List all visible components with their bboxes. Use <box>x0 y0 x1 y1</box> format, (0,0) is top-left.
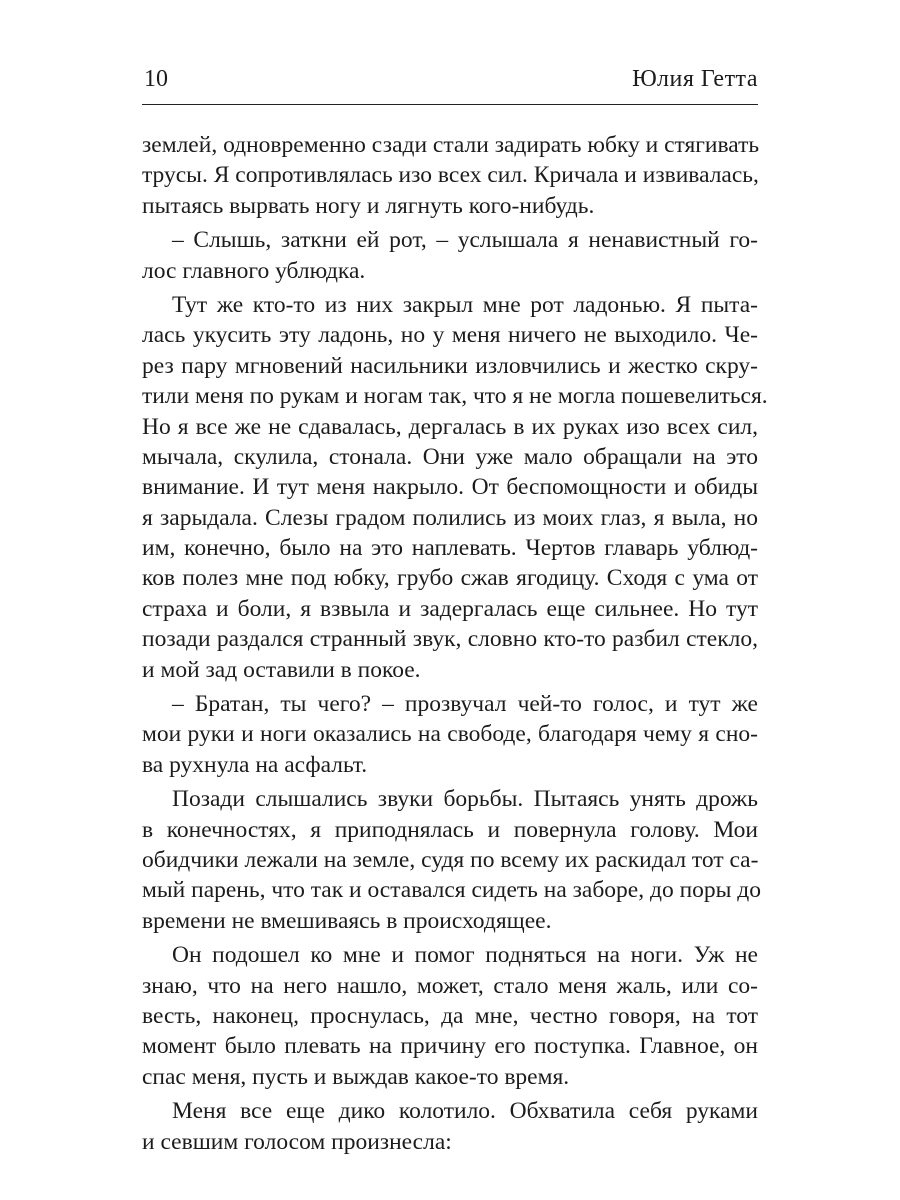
text-line: в конечностях, я приподнялась и повернула голову. Мои <box>142 816 758 843</box>
text-line: страха и боли, я взвыла и задергалась еще сильнее. Но тут <box>142 595 758 622</box>
text-line: им, конечно, было на это наплевать. Чертов главарь ублюд- <box>142 535 758 562</box>
text-line: знаю, что на него нашло, может, стало меня жаль, или со- <box>142 972 758 999</box>
text-line: ва рухнула на асфальт. <box>142 751 368 778</box>
text-line: и севшим голосом произнесла: <box>142 1128 452 1155</box>
header-divider <box>142 104 758 105</box>
text-line: я зарыдала. Слезы градом полились из моих глаз, я выла, но <box>142 504 758 531</box>
text-line: пытаясь вырвать ногу и лягнуть кого-нибудь. <box>142 192 595 219</box>
text-line: землей, одновременно сзади стали задирать юбку и стягивать <box>142 132 760 158</box>
text-line: ков полез мне под юбку, грубо сжав ягодицу. Сходя с ума от <box>142 565 758 592</box>
text-line: обидчики лежали на земле, судя по всему их раскидал тот са- <box>142 846 759 873</box>
text-line: позади раздался странный звук, словно кто-то разбил стекло, <box>142 626 758 653</box>
text-line: Позади слышались звуки борьбы. Пытаясь унять дрожь <box>172 786 758 813</box>
text-line: Но я все же не сдавалась, дергалась в их руках изо всех сил, <box>142 413 758 440</box>
text-line: и мой зад оставили в покое. <box>142 656 421 683</box>
page-number: 10 <box>144 66 168 92</box>
text-line: Меня все еще дико колотило. Обхватила себя руками <box>172 1098 758 1125</box>
body-text <box>142 130 768 1157</box>
text-line: Тут же кто-то из них закрыл мне рот ладонью. Я пыта- <box>172 291 758 318</box>
text-line: мои руки и ноги оказались на свободе, благодаря чему я сно- <box>142 721 758 748</box>
text-line: Он подошел ко мне и помог подняться на ноги. Уж не <box>172 942 758 969</box>
text-line: рез пару мгновений насильники изловчились и жестко скру- <box>142 352 758 379</box>
text-line: лос главного ублюдка. <box>142 257 366 284</box>
text-line: мычала, скулила, стонала. Они уже мало обращали на это <box>142 443 758 470</box>
running-title: Юлия Гетта <box>632 66 758 92</box>
text-line: трусы. Я сопротивлялась изо всех сил. Кричала и извивалась, <box>142 162 759 189</box>
text-line: – Братан, ты чего? – прозвучал чей-то голос, и тут же <box>172 691 758 718</box>
text-line: внимание. И тут меня накрыло. От беспомощности и обиды <box>142 474 758 501</box>
text-line: момент было плевать на причину его поступка. Главное, он <box>142 1033 758 1060</box>
text-line: тили меня по рукам и ногам так, что я не могла пошевелиться. <box>142 383 768 410</box>
text-line: спас меня, пусть и выждав какое-то время. <box>142 1063 570 1090</box>
text-line: лась укусить эту ладонь, но у меня ничего не выходило. Че- <box>142 322 758 349</box>
text-line: – Слышь, заткни ей рот, – услышала я ненавистный го- <box>172 227 758 254</box>
page-header <box>142 66 758 100</box>
text-line: мый парень, что так и оставался сидеть на заборе, до поры до <box>142 877 762 904</box>
text-line: весть, наконец, проснулась, да мне, честно говоря, на тот <box>142 1002 758 1029</box>
text-line: времени не вмешиваясь в происходящее. <box>142 907 552 934</box>
book-page <box>142 0 768 1200</box>
